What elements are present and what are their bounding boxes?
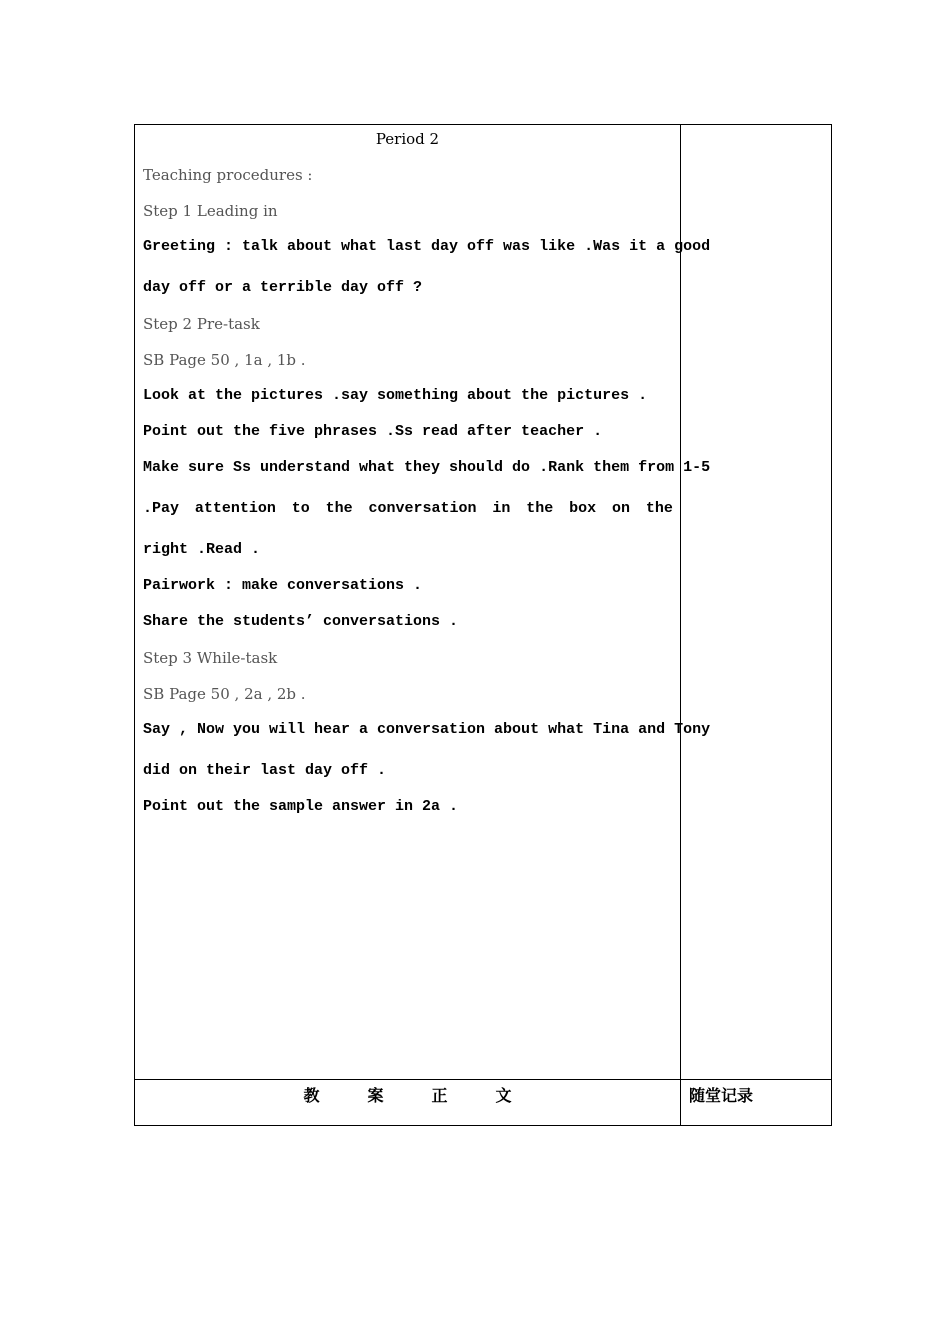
step-3-heading: Step 3 While-task	[143, 649, 278, 667]
share-line: Share the students’ conversations .	[143, 613, 459, 630]
justified-word: box	[569, 500, 597, 517]
label-char: 文	[495, 1086, 512, 1105]
label-char: 正	[431, 1086, 448, 1105]
justified-word: on	[612, 500, 631, 517]
column-divider	[680, 125, 681, 1125]
justified-word: .Pay	[143, 500, 180, 517]
classroom-notes-label: 随堂记录	[689, 1086, 754, 1105]
row-divider	[135, 1079, 831, 1080]
justified-word: the	[526, 500, 554, 517]
step-2-heading: Step 2 Pre-task	[143, 315, 260, 333]
lesson-plan-table	[134, 124, 832, 1126]
right-read-line: right .Read .	[143, 541, 261, 558]
label-char: 教	[303, 1086, 320, 1105]
say-line-2: did on their last day off .	[143, 762, 387, 779]
greeting-line-1: Greeting : talk about what last day off was like .Was it a good	[143, 238, 711, 255]
period-title: Period 2	[375, 130, 440, 148]
greeting-line-2: day off or a terrible day off ?	[143, 279, 423, 296]
justified-word: the	[645, 500, 673, 517]
pairwork-line: Pairwork : make conversations .	[143, 577, 423, 594]
teaching-procedures-heading: Teaching procedures :	[143, 166, 313, 184]
make-sure-line: Make sure Ss understand what they should do .Rank them from 1-5	[143, 459, 711, 476]
justified-word: attention	[194, 500, 276, 517]
sb-page-reference-1: SB Page 50 , 1a , 1b .	[143, 351, 306, 369]
step-1-heading: Step 1 Leading in	[143, 202, 278, 220]
justified-word: to	[291, 500, 310, 517]
justified-word: in	[492, 500, 511, 517]
pay-attention-line	[143, 499, 673, 519]
label-char: 案	[367, 1086, 384, 1105]
say-line-1: Say , Now you will hear a conversation about what Tina and Tony	[143, 721, 711, 738]
justified-word: the	[325, 500, 353, 517]
point-sample-line: Point out the sample answer in 2a .	[143, 798, 459, 815]
lesson-text-label	[135, 1083, 680, 1103]
sb-page-reference-2: SB Page 50 , 2a , 2b .	[143, 685, 306, 703]
look-pictures-line: Look at the pictures .say something about the pictures .	[143, 387, 648, 404]
justified-word: conversation	[368, 500, 477, 517]
point-phrases-line: Point out the five phrases .Ss read after teacher .	[143, 423, 603, 440]
